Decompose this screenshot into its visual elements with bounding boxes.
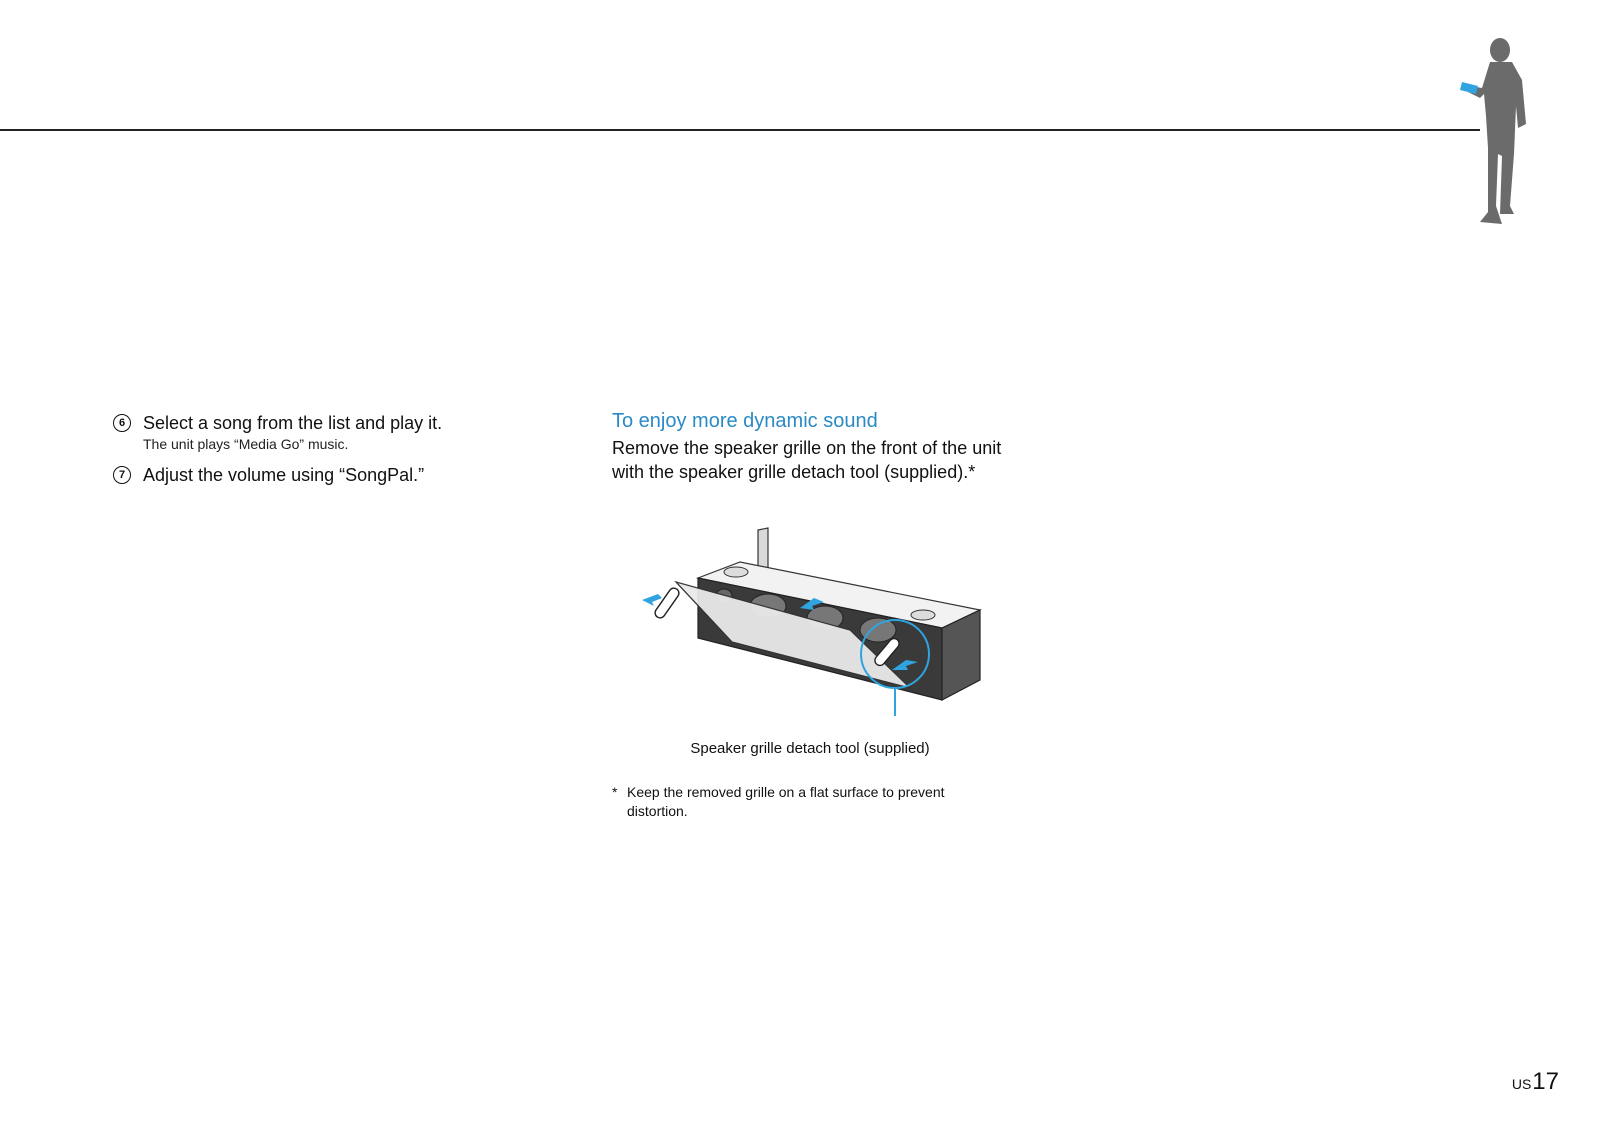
steps-list: [113, 412, 553, 486]
speaker-grille-illustration: [640, 520, 990, 730]
footnote-text: Keep the removed grille on a flat surface to prevent distortion.: [627, 784, 945, 819]
illustration-caption: Speaker grille detach tool (supplied): [690, 740, 930, 757]
header-rule: [0, 129, 1480, 131]
page-number-value: 17: [1532, 1068, 1559, 1095]
dynamic-sound-section: [612, 408, 1032, 484]
step-title: Select a song from the list and play it.: [143, 413, 443, 433]
page-prefix: US: [1511, 1076, 1532, 1092]
footnote-mark: *: [612, 784, 618, 800]
step-subtext: The unit plays “Media Go” music.: [143, 436, 349, 452]
step-number: 7: [113, 466, 131, 484]
step-7: [113, 464, 553, 486]
section-heading: To enjoy more dynamic sound: [612, 410, 878, 432]
page-number: [1512, 1068, 1559, 1096]
step-title: Adjust the volume using “SongPal.”: [143, 465, 425, 485]
step-number: 6: [113, 414, 131, 432]
footnote: [612, 783, 992, 821]
step-6: [113, 412, 553, 454]
section-body: Remove the speaker grille on the front of the unit with the speaker grille detach tool (supplied).*: [612, 438, 1002, 482]
person-with-phone-icon: [1440, 36, 1540, 236]
